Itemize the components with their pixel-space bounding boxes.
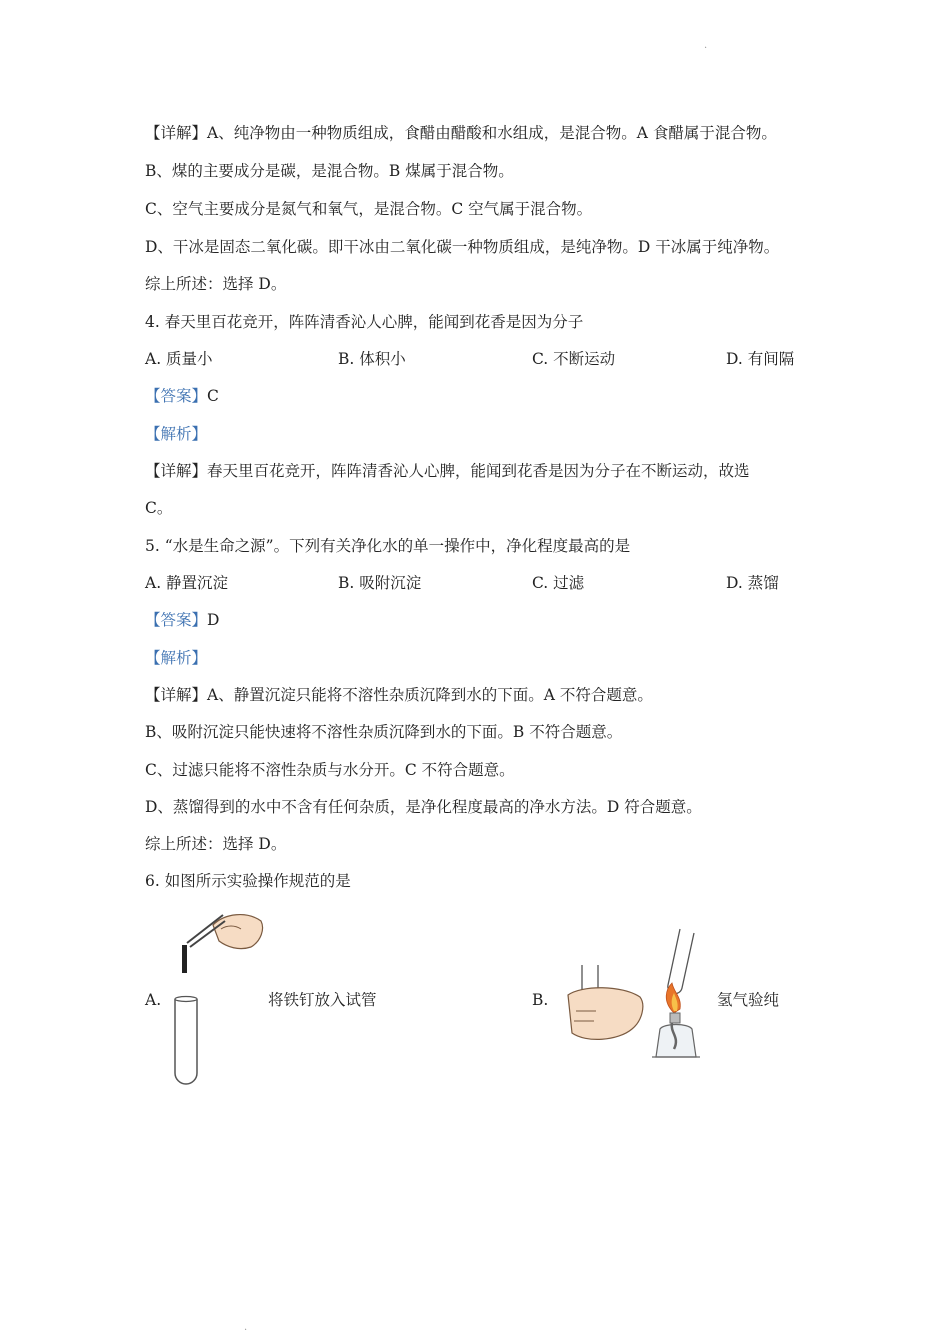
q6-option-b-label: B. [532, 991, 549, 1009]
q4-option-d: D. 有间隔 [726, 350, 795, 368]
q4-answer-value: C [207, 387, 219, 405]
q5-answer [145, 610, 219, 630]
header-dot: . [704, 40, 708, 51]
q3-detail-line-3: C、空气主要成分是氮气和氧气，是混合物。C 空气属于混合物。 [145, 200, 593, 218]
q5-analysis-tag: 【解析】 [145, 649, 208, 667]
q4-analysis-tag: 【解析】 [145, 425, 208, 443]
tweezers-test-tube-figure [165, 905, 270, 1090]
q6-option-a-caption: 将铁钉放入试管 [268, 991, 377, 1009]
q3-detail-line-1: 【详解】A、纯净物由一种物质组成，食醋由醋酸和水组成，是混合物。A 食醋属于混合物。 [145, 124, 777, 142]
q3-detail-line-4: D、干冰是固态二氧化碳。即干冰由二氧化碳一种物质组成，是纯净物。D 干冰属于纯净物。 [145, 238, 780, 256]
q4-stem: 4. 春天里百花竞开，阵阵清香沁人心脾，能闻到花香是因为分子 [145, 313, 584, 331]
q5-summary: 综上所述：选择 D。 [145, 835, 287, 853]
q5-answer-value: D [207, 611, 220, 629]
q5-option-b: B. 吸附沉淀 [338, 574, 422, 592]
q4-option-a: A. 质量小 [145, 350, 213, 368]
q5-detail-line-2: B、吸附沉淀只能快速将不溶性杂质沉降到水的下面。B 不符合题意。 [145, 723, 623, 741]
q4-option-b: B. 体积小 [338, 350, 406, 368]
q6-option-a-label: A. [145, 991, 162, 1009]
q5-stem: 5. “水是生命之源”。下列有关净化水的单一操作中，净化程度最高的是 [145, 537, 631, 555]
q5-detail-line-1: 【详解】A、静置沉淀只能将不溶性杂质沉降到水的下面。A 不符合题意。 [145, 686, 653, 704]
q5-option-d: D. 蒸馏 [726, 574, 779, 592]
q6-option-b-caption: 氢气验纯 [717, 991, 780, 1009]
q5-detail-line-3: C、过滤只能将不溶性杂质与水分开。C 不符合题意。 [145, 761, 515, 779]
q4-answer-tag: 【答案】 [145, 387, 208, 405]
q4-detail-1: 【详解】春天里百花竞开，阵阵清香沁人心脾，能闻到花香是因为分子在不断运动，故选 [145, 462, 750, 480]
footer-dot: . [244, 1322, 248, 1333]
q4-answer [145, 386, 219, 406]
q5-option-a: A. 静置沉淀 [145, 574, 229, 592]
q3-summary: 综上所述：选择 D。 [145, 275, 287, 293]
q6-stem: 6. 如图所示实验操作规范的是 [145, 872, 351, 890]
q5-answer-tag: 【答案】 [145, 611, 208, 629]
q3-detail-line-2: B、煤的主要成分是碳，是混合物。B 煤属于混合物。 [145, 162, 514, 180]
q4-detail-2: C。 [145, 499, 173, 517]
q4-option-c: C. 不断运动 [532, 350, 616, 368]
hydrogen-purity-test-figure [562, 925, 717, 1065]
q5-option-c: C. 过滤 [532, 574, 585, 592]
q5-detail-line-4: D、蒸馏得到的水中不含有任何杂质，是净化程度最高的净水方法。D 符合题意。 [145, 798, 702, 816]
